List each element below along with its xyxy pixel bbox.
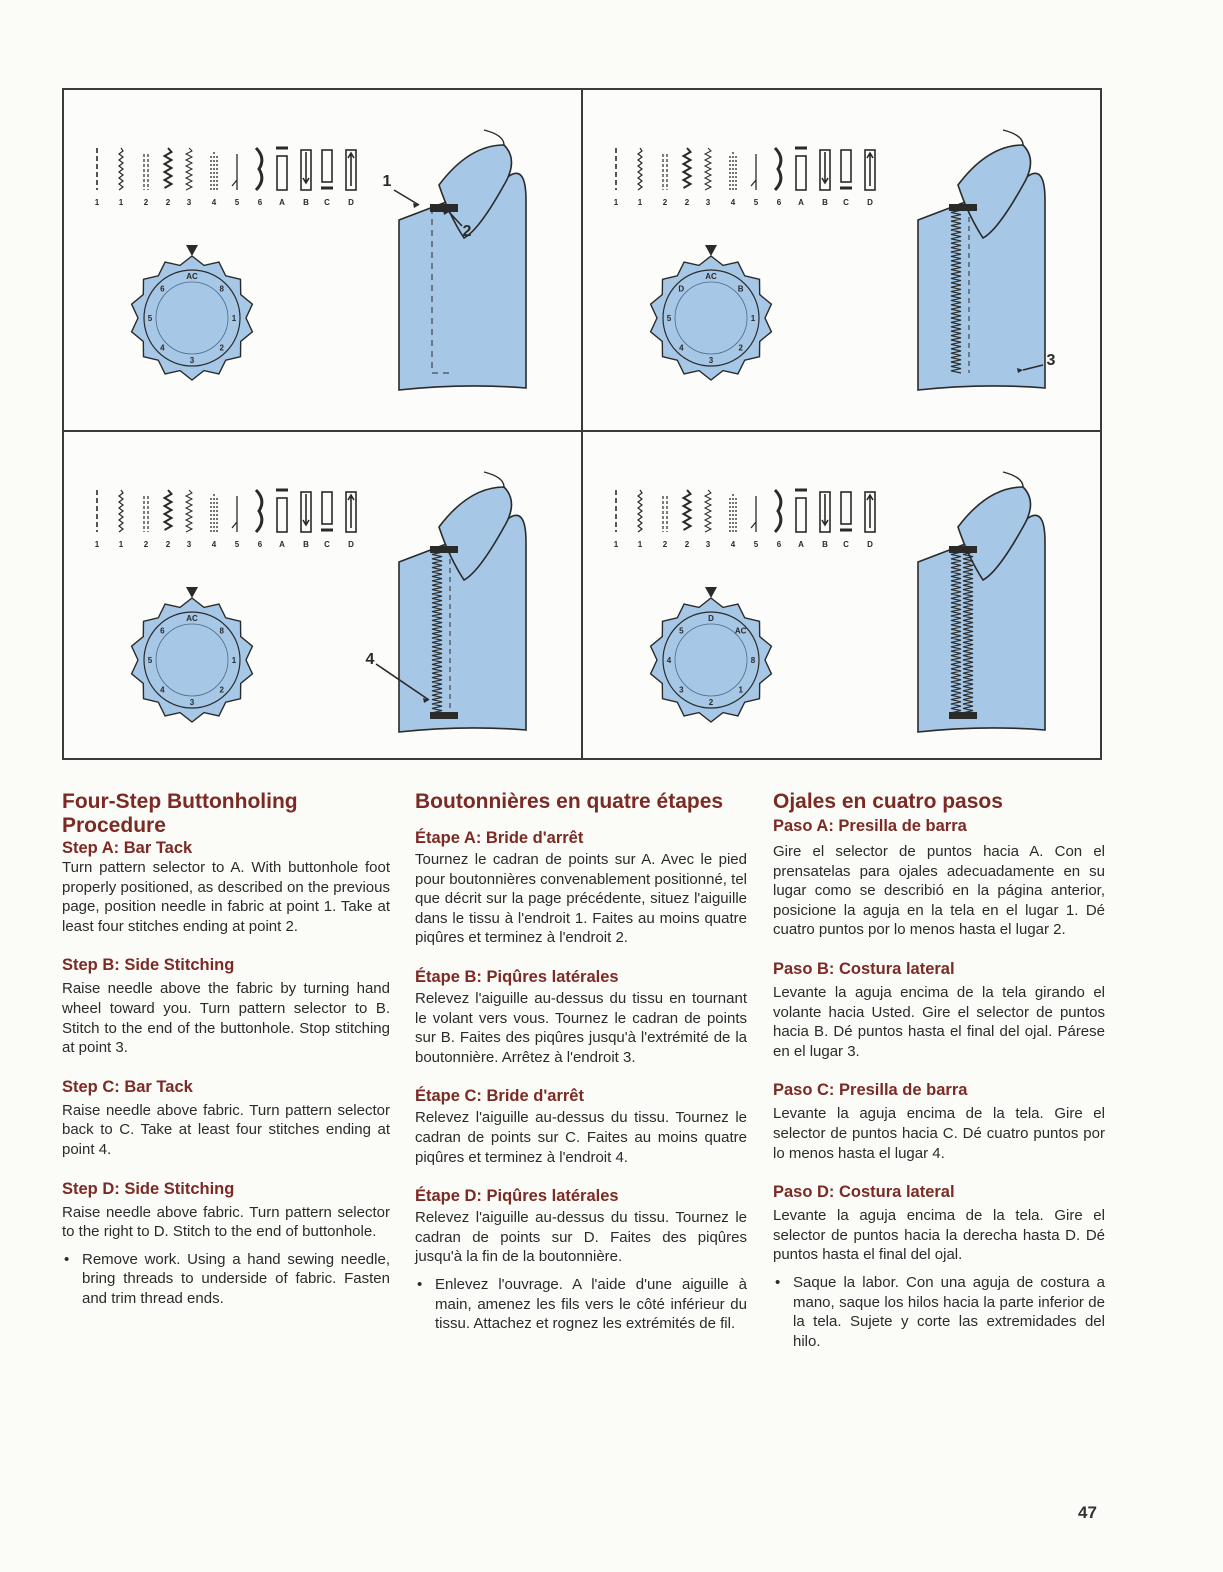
pattern-number: D bbox=[348, 198, 354, 207]
dial-label: 3 bbox=[189, 698, 195, 707]
pattern-triple bbox=[144, 154, 148, 190]
callout-number: 1 bbox=[382, 173, 392, 190]
pattern-multizigzag bbox=[186, 490, 192, 532]
dial-label: 1 bbox=[231, 314, 237, 323]
pattern-number: 6 bbox=[776, 198, 782, 207]
dial-label: AC bbox=[734, 626, 747, 636]
pattern-buttonhole-a bbox=[796, 498, 806, 532]
french-step-b-text: Relevez l'aiguille au-dessus du tissu en tournant le volant vers vous. Tournez le cadran de points sur B. Faites des piqûres jusqu'à l'extrémité de la boutonnière. Arrêtez à l'endroit 3. bbox=[415, 989, 747, 1066]
french-step-d-title: Étape D: Piqûres latérales bbox=[415, 1187, 619, 1206]
pattern-scallop bbox=[256, 490, 262, 532]
pattern-number: 4 bbox=[211, 198, 217, 207]
pattern-number: 2 bbox=[143, 540, 149, 549]
pattern-blindstitch bbox=[232, 496, 237, 532]
pattern-zigzag-small bbox=[119, 148, 123, 190]
pattern-number: 3 bbox=[186, 198, 192, 207]
pattern-number: C bbox=[324, 198, 330, 207]
pattern-number: B bbox=[303, 198, 309, 207]
french-step-d-text: Relevez l'aiguille au-dessus du tissu. Tournez le cadran de points sur D. Faites des piqûres jusqu'à la fin de la boutonnière. bbox=[415, 1209, 747, 1266]
callout-number: 2 bbox=[462, 223, 472, 240]
pattern-number: C bbox=[324, 540, 330, 549]
bartack-top bbox=[430, 546, 458, 553]
pattern-number: D bbox=[867, 198, 873, 207]
pattern-number: A bbox=[798, 540, 804, 549]
french-step-b-title: Étape B: Piqûres latérales bbox=[415, 967, 619, 986]
pattern-arrow-d bbox=[348, 153, 354, 186]
callout-number: 3 bbox=[1046, 352, 1056, 369]
pattern-number: 2 bbox=[165, 540, 171, 549]
pattern-number: 6 bbox=[257, 198, 263, 207]
pattern-arrow-b bbox=[822, 152, 828, 183]
dial-label: 6 bbox=[160, 626, 165, 636]
french-step-c-title: Étape C: Bride d'arrêt bbox=[415, 1087, 584, 1106]
dial-label: 4 bbox=[679, 343, 684, 353]
pattern-zigzag-wide bbox=[684, 148, 691, 188]
english-column bbox=[62, 790, 390, 1309]
pattern-zigzag-wide bbox=[165, 148, 172, 188]
pattern-chart bbox=[95, 148, 356, 207]
pattern-number: B bbox=[303, 540, 309, 549]
dial-label: 5 bbox=[679, 626, 684, 636]
callout-number: 4 bbox=[365, 651, 375, 668]
pattern-blindstitch bbox=[751, 154, 756, 190]
pattern-number: 1 bbox=[118, 540, 124, 549]
pattern-number: 3 bbox=[705, 540, 711, 549]
dial-label: 3 bbox=[708, 356, 714, 365]
dial-label: 5 bbox=[147, 656, 153, 665]
spanish-column bbox=[773, 790, 1105, 1351]
shirt-collar-edge bbox=[1003, 472, 1023, 487]
dial-label: 5 bbox=[147, 314, 153, 323]
stitch-dial bbox=[132, 587, 253, 722]
pattern-stretch bbox=[730, 152, 736, 190]
dial-pointer-icon bbox=[186, 245, 198, 256]
dial-label: 6 bbox=[160, 284, 165, 294]
dial-label: 5 bbox=[666, 314, 672, 323]
pattern-number: 2 bbox=[684, 540, 690, 549]
pattern-stretch bbox=[211, 152, 217, 190]
english-step-b-text: Raise needle above the fabric by turning hand wheel toward you. Turn pattern selector to B. Stitch to the end of the buttonhole. Stop stitching at point 3. bbox=[62, 980, 390, 1057]
spanish-title: Ojales en cuatro pasos bbox=[773, 790, 1003, 813]
english-step-a-title: Step A: Bar Tack bbox=[62, 839, 193, 857]
pattern-buttonhole-c bbox=[322, 150, 332, 182]
dial-label: 8 bbox=[219, 284, 224, 294]
pattern-triple bbox=[144, 496, 148, 532]
english-step-d-text: Raise needle above fabric. Turn pattern selector to the right to D. Stitch to the end of buttonhole. bbox=[62, 1203, 390, 1241]
spanish-step-d-text: Levante la aguja encima de la tela. Gire el selector de puntos hacia la derecha hasta D. Dé puntos hasta el final del ojal. bbox=[773, 1207, 1105, 1264]
pattern-multizigzag bbox=[705, 490, 711, 532]
pattern-stretch bbox=[211, 494, 217, 532]
pattern-number: 5 bbox=[753, 540, 759, 549]
pattern-triple bbox=[663, 154, 667, 190]
pattern-number: 1 bbox=[637, 540, 643, 549]
spanish-step-b-text: Levante la aguja encima de la tela girando el volante hacia Usted. Gire el selector de puntos hacia B. Dé puntos hasta el final del ojal. Párese en el lugar 3. bbox=[773, 983, 1105, 1060]
pattern-number: 2 bbox=[662, 198, 668, 207]
panel-step-c-drawing bbox=[64, 432, 580, 760]
dial-label: 4 bbox=[666, 656, 672, 665]
english-step-d-title: Step D: Side Stitching bbox=[62, 1179, 235, 1198]
dial-label: 2 bbox=[738, 343, 743, 353]
shirt-collar-edge bbox=[484, 472, 504, 487]
pattern-number: 2 bbox=[662, 540, 668, 549]
dial-label: 8 bbox=[750, 656, 756, 665]
pattern-number: 1 bbox=[94, 540, 100, 549]
dial-label: 1 bbox=[738, 685, 743, 695]
pattern-number: 3 bbox=[705, 198, 711, 207]
pattern-zigzag-small bbox=[638, 490, 642, 532]
dial-label: 2 bbox=[219, 343, 224, 353]
pattern-number: B bbox=[822, 198, 828, 207]
pattern-arrow-d bbox=[348, 495, 354, 528]
dial-face bbox=[663, 270, 759, 366]
stitch-dial bbox=[651, 587, 772, 722]
shirt-fabric bbox=[918, 130, 1045, 390]
french-step-a-text: Tournez le cadran de points sur A. Avec le pied pour boutonnières convenablement positionné, tel que décrit sur la page précédente, situez l'aiguille dans le tissu à l'endroit 1. Faites au moins quatre piqûres et terminez à l'endroit 2. bbox=[415, 851, 747, 947]
panel-step-b-drawing bbox=[583, 90, 1099, 428]
pattern-number: A bbox=[279, 540, 285, 549]
spanish-step-b-title: Paso B: Costura lateral bbox=[773, 959, 955, 978]
spanish-bullet: • Saque la labor. Con una aguja de costura a mano, saque los hilos hacia la parte inferior de la tela. Sujete y corte las extremidades del hilo. bbox=[773, 1273, 1105, 1351]
pattern-number: 1 bbox=[637, 198, 643, 207]
spanish-step-a-text: Gire el selector de puntos hacia A. Con el prensatelas para ojales adecuadamente en su lugar como se describió en la página anterior, posicione la aguja en la tela en el lugar 1. Dé cuatro puntos por lo menos hasta el lugar 2. bbox=[773, 843, 1105, 939]
panel-step-a-drawing bbox=[64, 90, 580, 428]
english-title: Four-Step Buttonholing Procedure bbox=[62, 790, 298, 837]
pattern-arrow-b bbox=[822, 494, 828, 525]
pattern-multizigzag bbox=[186, 148, 192, 190]
dial-label: 1 bbox=[750, 314, 756, 323]
pattern-scallop bbox=[775, 148, 781, 190]
dial-label: D bbox=[678, 284, 685, 294]
english-step-c-text: Raise needle above fabric. Turn pattern selector back to C. Take at least four stitches ending at point 4. bbox=[62, 1101, 390, 1158]
panel-step-a bbox=[64, 90, 580, 428]
pattern-zigzag-small bbox=[119, 490, 123, 532]
dial-label: 1 bbox=[231, 656, 237, 665]
english-bullet: • Remove work. Using a hand sewing needle, bring threads to underside of fabric. Fasten and trim thread ends. bbox=[62, 1250, 390, 1309]
english-step-c-title: Step C: Bar Tack bbox=[62, 1077, 193, 1096]
french-step-a-title: Étape A: Bride d'arrêt bbox=[415, 829, 584, 847]
dial-face bbox=[144, 612, 240, 708]
dial-pointer-icon bbox=[186, 587, 198, 598]
pattern-number: 6 bbox=[776, 540, 782, 549]
panel-step-d-drawing bbox=[583, 432, 1099, 760]
pattern-arrow-d bbox=[867, 153, 873, 186]
dial-label: B bbox=[737, 284, 744, 294]
pattern-stretch bbox=[730, 494, 736, 532]
dial-label: 4 bbox=[160, 685, 165, 695]
pattern-number: 4 bbox=[211, 540, 217, 549]
pattern-number: 1 bbox=[94, 198, 100, 207]
pattern-number: 1 bbox=[613, 540, 619, 549]
shirt-collar-edge bbox=[1003, 130, 1023, 145]
pattern-number: D bbox=[867, 540, 873, 549]
french-bullet: • Enlevez l'ouvrage. A l'aide d'une aiguille à main, amenez les fils vers le côté inférieur du tissu. Attachez et rognez les extrémités de fil. bbox=[415, 1275, 747, 1334]
english-step-a-text: Turn pattern selector to A. With buttonhole foot properly positioned, as described on the previous page, position needle in fabric at point 1. Take at least four stitches ending at point 2. bbox=[62, 859, 390, 935]
callout-leader bbox=[394, 190, 419, 205]
pattern-number: 2 bbox=[165, 198, 171, 207]
pattern-number: 1 bbox=[118, 198, 124, 207]
dial-label: D bbox=[708, 614, 714, 623]
pattern-buttonhole-c bbox=[322, 492, 332, 524]
shirt-collar-edge bbox=[484, 130, 504, 145]
french-title: Boutonnières en quatre étapes bbox=[415, 790, 724, 813]
dial-pointer-icon bbox=[705, 245, 717, 256]
pattern-zigzag-wide bbox=[165, 490, 172, 530]
shirt-fabric bbox=[918, 472, 1045, 732]
pattern-chart bbox=[614, 148, 875, 207]
dial-label: 3 bbox=[189, 356, 195, 365]
pattern-zigzag-small bbox=[638, 148, 642, 190]
english-step-b-title: Step B: Side Stitching bbox=[62, 956, 235, 975]
dial-label: 2 bbox=[219, 685, 224, 695]
panel-step-d bbox=[583, 432, 1099, 770]
panel-step-b bbox=[583, 90, 1099, 428]
pattern-buttonhole-a bbox=[277, 156, 287, 190]
pattern-buttonhole-c bbox=[841, 492, 851, 524]
pattern-number: 2 bbox=[684, 198, 690, 207]
pattern-chart bbox=[95, 490, 356, 549]
pattern-arrow-b bbox=[303, 494, 309, 525]
pattern-number: C bbox=[843, 198, 849, 207]
pattern-chart bbox=[614, 490, 875, 549]
pattern-blindstitch bbox=[751, 496, 756, 532]
pattern-number: D bbox=[348, 540, 354, 549]
page-number: 47 bbox=[1078, 1503, 1097, 1522]
pattern-buttonhole-a bbox=[796, 156, 806, 190]
pattern-number: 6 bbox=[257, 540, 263, 549]
pattern-number: 5 bbox=[234, 540, 240, 549]
dial-face bbox=[144, 270, 240, 366]
spanish-step-d-title: Paso D: Costura lateral bbox=[773, 1183, 955, 1202]
panel-step-c bbox=[64, 432, 580, 770]
pattern-buttonhole-a bbox=[277, 498, 287, 532]
pattern-multizigzag bbox=[705, 148, 711, 190]
pattern-number: 3 bbox=[186, 540, 192, 549]
pattern-blindstitch bbox=[232, 154, 237, 190]
french-column bbox=[415, 790, 747, 1334]
spanish-step-a-title: Paso A: Presilla de barra bbox=[773, 817, 967, 835]
pattern-number: B bbox=[822, 540, 828, 549]
pattern-number: 2 bbox=[143, 198, 149, 207]
dial-pointer-icon bbox=[705, 587, 717, 598]
buttonhole-figure bbox=[62, 88, 1102, 760]
pattern-triple bbox=[663, 496, 667, 532]
pattern-number: 4 bbox=[730, 540, 736, 549]
pattern-scallop bbox=[256, 148, 262, 190]
pattern-number: C bbox=[843, 540, 849, 549]
pattern-scallop bbox=[775, 490, 781, 532]
dial-label: 4 bbox=[160, 343, 165, 353]
pattern-buttonhole-c bbox=[841, 150, 851, 182]
dial-label: AC bbox=[186, 614, 198, 623]
pattern-number: 5 bbox=[753, 198, 759, 207]
pattern-arrow-b bbox=[303, 152, 309, 183]
spanish-step-c-text: Levante la aguja encima de la tela. Gire el selector de puntos hacia C. Dé cuatro puntos por lo menos hasta el lugar 4. bbox=[773, 1105, 1105, 1162]
dial-label: AC bbox=[705, 272, 717, 281]
pattern-number: 4 bbox=[730, 198, 736, 207]
dial-label: 3 bbox=[679, 685, 684, 695]
bartack-bottom bbox=[430, 712, 458, 719]
stitch-dial bbox=[132, 245, 253, 380]
pattern-number: 1 bbox=[613, 198, 619, 207]
dial-label: 8 bbox=[219, 626, 224, 636]
shirt-fabric bbox=[399, 130, 526, 390]
pattern-number: A bbox=[798, 198, 804, 207]
dial-label: AC bbox=[186, 272, 198, 281]
spanish-step-c-title: Paso C: Presilla de barra bbox=[773, 1081, 968, 1100]
stitch-dial bbox=[651, 245, 772, 380]
pattern-number: A bbox=[279, 198, 285, 207]
dial-label: 2 bbox=[708, 698, 714, 707]
pattern-number: 5 bbox=[234, 198, 240, 207]
pattern-arrow-d bbox=[867, 495, 873, 528]
bartack-top bbox=[949, 204, 977, 211]
pattern-zigzag-wide bbox=[684, 490, 691, 530]
french-step-c-text: Relevez l'aiguille au-dessus du tissu. Tournez le cadran de points sur C. Faites au moins quatre piqûres et terminez à l'endroit 4. bbox=[415, 1109, 747, 1166]
